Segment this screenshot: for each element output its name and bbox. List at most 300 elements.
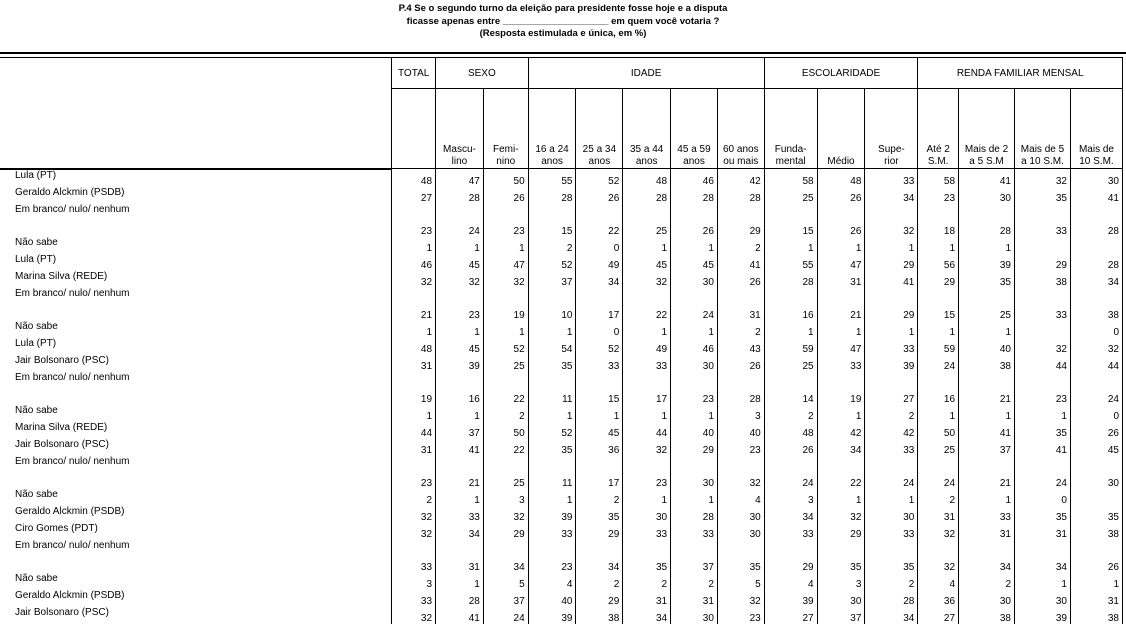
table-cell: 29 [865, 288, 918, 321]
table-cell: 1 [623, 237, 671, 254]
table-cell: 32 [717, 456, 764, 489]
table-cell: 31 [392, 355, 436, 372]
table-cell: 35 [528, 355, 576, 372]
table-cell: 22 [623, 288, 671, 321]
table-row [0, 169, 1123, 187]
table-cell: 45 [436, 254, 484, 271]
table-cell: 33 [623, 523, 671, 540]
crosstab-table [0, 57, 1123, 624]
title-line-1: P.4 Se o segundo turno da eleição para presidente fosse hoje e a disputa [398, 3, 728, 14]
table-cell: 2 [528, 237, 576, 254]
table-cell: 48 [623, 169, 671, 187]
table-cell: 47 [817, 338, 865, 355]
row-label: Lula (PT) [15, 169, 57, 181]
table-cell: 34 [865, 607, 918, 624]
table-cell: 34 [483, 540, 528, 573]
table-cell: 34 [764, 506, 817, 523]
table-cell: 39 [764, 590, 817, 607]
row-label: Em branco/ nulo/ nenhum [15, 287, 130, 299]
table-cell: 28 [764, 271, 817, 288]
table-cell: 33 [1015, 204, 1071, 237]
table-cell: 15 [576, 372, 623, 405]
table-cell: 47 [817, 254, 865, 271]
table-cell: 26 [1070, 422, 1122, 439]
table-cell: 1 [764, 321, 817, 338]
table-cell: 23 [392, 456, 436, 489]
table-cell: 23 [436, 288, 484, 321]
row-label: Geraldo Alckmin (PSDB) [15, 186, 125, 198]
table-cell: 1 [865, 321, 918, 338]
table-cell: 4 [764, 573, 817, 590]
table-cell: 47 [483, 254, 528, 271]
table-cell: 28 [671, 506, 718, 523]
table-cell: 33 [865, 338, 918, 355]
table-cell: 0 [1015, 489, 1071, 506]
subcolumn-header [717, 89, 764, 169]
table-cell: 30 [623, 506, 671, 523]
table-cell: 27 [918, 607, 959, 624]
table-cell: 2 [717, 237, 764, 254]
table-cell: 52 [576, 169, 623, 187]
table-cell: 3 [717, 405, 764, 422]
group-header: RENDA FAMILIAR MENSAL [918, 58, 1123, 89]
table-cell: 21 [436, 456, 484, 489]
table-cell: 23 [483, 204, 528, 237]
table-cell: 49 [623, 338, 671, 355]
table-cell: 17 [576, 456, 623, 489]
table-row [0, 254, 1123, 271]
table-row [0, 540, 1123, 573]
table-row [0, 405, 1123, 422]
table-cell: 30 [717, 506, 764, 523]
subcolumn-label: 16 a 24 anos [535, 144, 569, 167]
table-cell: 1 [817, 237, 865, 254]
row-label: Não sabe [15, 488, 58, 500]
table-cell: 31 [392, 439, 436, 456]
row-label: Em branco/ nulo/ nenhum [15, 203, 130, 215]
table-cell: 26 [671, 204, 718, 237]
subcolumn-label: Mais de 2 a 5 S.M [964, 144, 1009, 167]
table-cell: 31 [918, 506, 959, 523]
table-cell: 23 [1015, 372, 1071, 405]
table-cell: 41 [436, 439, 484, 456]
table-cell: 28 [717, 372, 764, 405]
subcolumn-label: Médio [827, 155, 855, 167]
table-cell: 3 [392, 573, 436, 590]
table-cell: 41 [865, 271, 918, 288]
table-cell: 50 [918, 422, 959, 439]
table-cell: 29 [671, 439, 718, 456]
table-cell: 22 [483, 439, 528, 456]
row-label: Jair Bolsonaro (PSC) [15, 606, 109, 618]
table-cell: 1 [436, 405, 484, 422]
table-cell: 35 [1015, 506, 1071, 523]
table-cell: 15 [764, 204, 817, 237]
table-cell: 48 [392, 169, 436, 187]
row-label: Não sabe [15, 320, 58, 332]
table-cell: 38 [1070, 288, 1122, 321]
table-cell: 26 [483, 187, 528, 204]
table-cell: 31 [623, 590, 671, 607]
table-cell: 1 [959, 321, 1015, 338]
row-label: Em branco/ nulo/ nenhum [15, 539, 130, 551]
table-cell: 39 [436, 355, 484, 372]
subcolumn-label: 35 a 44 anos [629, 144, 664, 167]
table-cell: 29 [817, 523, 865, 540]
title-divider [0, 52, 1126, 54]
subcolumn-label: 25 a 34 anos [582, 144, 617, 167]
table-cell: 1 [623, 405, 671, 422]
table-row [0, 607, 1123, 624]
table-cell: 30 [959, 187, 1015, 204]
subcolumn-label: 45 a 59 anos [677, 144, 711, 167]
table-cell: 1 [1015, 405, 1071, 422]
table-cell: 1 [865, 237, 918, 254]
table-row [0, 187, 1123, 204]
table-cell: 40 [671, 422, 718, 439]
table-cell: 48 [764, 422, 817, 439]
table-cell: 26 [717, 271, 764, 288]
table-cell: 32 [717, 590, 764, 607]
table-cell: 32 [392, 523, 436, 540]
table-cell: 2 [392, 489, 436, 506]
table-cell: 44 [1015, 355, 1071, 372]
subcolumn-label: 60 anos ou mais [722, 144, 759, 167]
table-cell: 55 [528, 169, 576, 187]
table-cell: 0 [576, 321, 623, 338]
table-cell: 1 [436, 321, 484, 338]
table-cell: 30 [671, 456, 718, 489]
table-cell: 1 [764, 237, 817, 254]
table-cell: 11 [528, 456, 576, 489]
group-header: TOTAL [392, 58, 436, 89]
table-cell: 3 [764, 489, 817, 506]
table-cell: 28 [717, 187, 764, 204]
table-row [0, 321, 1123, 338]
table-cell: 44 [392, 422, 436, 439]
row-label: Em branco/ nulo/ nenhum [15, 371, 130, 383]
table-cell: 24 [918, 456, 959, 489]
table-cell: 41 [717, 254, 764, 271]
table-cell: 26 [817, 204, 865, 237]
table-cell: 32 [865, 204, 918, 237]
table-cell: 28 [436, 187, 484, 204]
table-row [0, 506, 1123, 523]
table-cell: 52 [528, 254, 576, 271]
subcolumn-header [865, 89, 918, 169]
subcolumn-header [623, 89, 671, 169]
table-cell: 1 [528, 405, 576, 422]
table-cell: 1 [1015, 573, 1071, 590]
table-cell: 1 [671, 405, 718, 422]
table-cell: 19 [392, 372, 436, 405]
row-label: Geraldo Alckmin (PSDB) [15, 505, 125, 517]
table-cell: 31 [436, 540, 484, 573]
table-cell: 33 [1015, 288, 1071, 321]
table-cell: 46 [671, 169, 718, 187]
table-cell: 25 [483, 456, 528, 489]
table-cell: 31 [817, 271, 865, 288]
table-cell: 45 [623, 254, 671, 271]
table-cell: 32 [1015, 338, 1071, 355]
table-cell: 38 [1070, 607, 1122, 624]
table-cell: 29 [576, 523, 623, 540]
table-cell: 1 [436, 237, 484, 254]
table-cell [1070, 237, 1122, 254]
table-cell: 29 [918, 271, 959, 288]
table-row [0, 439, 1123, 456]
table-cell: 37 [671, 540, 718, 573]
table-cell [1015, 237, 1071, 254]
table-cell: 1 [918, 321, 959, 338]
table-cell: 25 [764, 187, 817, 204]
table-cell: 33 [959, 506, 1015, 523]
table-cell: 33 [817, 355, 865, 372]
table-cell: 24 [483, 607, 528, 624]
table-cell [1070, 489, 1122, 506]
table-cell: 45 [1070, 439, 1122, 456]
table-cell: 15 [528, 204, 576, 237]
subcolumn-label: Mais de 5 a 10 S.M. [1020, 144, 1065, 167]
subcolumn-label: Mais de 10 S.M. [1078, 144, 1114, 167]
row-label: Não sabe [15, 404, 58, 416]
table-cell: 40 [959, 338, 1015, 355]
table-cell: 56 [918, 254, 959, 271]
table-cell: 18 [918, 204, 959, 237]
table-cell: 1 [817, 489, 865, 506]
table-cell: 37 [436, 422, 484, 439]
table-cell: 1 [959, 489, 1015, 506]
table-cell: 30 [671, 607, 718, 624]
table-cell: 40 [528, 590, 576, 607]
row-label: Não sabe [15, 236, 58, 248]
table-cell: 30 [959, 590, 1015, 607]
title-line-2: ficasse apenas entre ____________________ em quem você votaria ? [406, 15, 720, 27]
table-cell: 58 [764, 169, 817, 187]
table-cell: 10 [528, 288, 576, 321]
table-cell: 25 [959, 288, 1015, 321]
table-cell: 35 [865, 540, 918, 573]
table-cell: 54 [528, 338, 576, 355]
table-cell: 2 [865, 405, 918, 422]
table-cell: 21 [392, 288, 436, 321]
table-cell: 42 [817, 422, 865, 439]
table-cell: 38 [576, 607, 623, 624]
table-cell: 52 [576, 338, 623, 355]
table-cell: 34 [1015, 540, 1071, 573]
table-cell: 1 [865, 489, 918, 506]
table-cell: 31 [959, 523, 1015, 540]
table-cell: 1 [392, 237, 436, 254]
table-cell: 25 [483, 355, 528, 372]
table-cell: 32 [623, 271, 671, 288]
table-cell: 17 [623, 372, 671, 405]
table-cell: 26 [764, 439, 817, 456]
table-cell: 27 [392, 187, 436, 204]
table-cell: 31 [717, 288, 764, 321]
table-cell: 29 [483, 523, 528, 540]
subcolumn-label: Supe- rior [878, 144, 905, 167]
table-row [0, 288, 1123, 321]
subcolumn-header [671, 89, 718, 169]
table-cell: 1 [528, 321, 576, 338]
table-cell: 34 [865, 187, 918, 204]
table-cell: 24 [764, 456, 817, 489]
row-label: Não sabe [15, 572, 58, 584]
table-cell: 52 [483, 338, 528, 355]
row-label: Marina Silva (REDE) [15, 421, 108, 433]
table-cell: 32 [918, 540, 959, 573]
table-cell: 39 [959, 254, 1015, 271]
table-cell: 41 [436, 607, 484, 624]
subcolumn-header [1070, 89, 1122, 169]
table-cell: 41 [959, 169, 1015, 187]
table-cell: 26 [1070, 540, 1122, 573]
table-cell: 36 [918, 590, 959, 607]
table-cell: 48 [392, 338, 436, 355]
table-cell: 1 [576, 405, 623, 422]
table-cell: 1 [436, 489, 484, 506]
table-cell: 33 [623, 355, 671, 372]
table-cell: 1 [817, 321, 865, 338]
table-cell: 24 [865, 456, 918, 489]
table-cell: 32 [1070, 338, 1122, 355]
table-cell: 5 [717, 573, 764, 590]
table-cell: 32 [1015, 169, 1071, 187]
table-cell [1015, 321, 1071, 338]
table-cell: 41 [959, 422, 1015, 439]
row-label: Jair Bolsonaro (PSC) [15, 438, 109, 450]
table-cell: 24 [918, 355, 959, 372]
table-cell: 59 [764, 338, 817, 355]
stub-subheader [0, 89, 392, 169]
table-cell: 21 [959, 456, 1015, 489]
table-cell: 1 [671, 321, 718, 338]
table-cell: 42 [717, 169, 764, 187]
table-cell: 21 [959, 372, 1015, 405]
table-cell: 1 [392, 405, 436, 422]
table-cell: 2 [918, 489, 959, 506]
table-cell: 16 [436, 372, 484, 405]
table-cell: 59 [918, 338, 959, 355]
row-label: Geraldo Alckmin (PSDB) [15, 589, 125, 601]
table-cell: 40 [717, 422, 764, 439]
table-cell: 1 [817, 405, 865, 422]
table-cell: 35 [717, 540, 764, 573]
table-cell: 30 [817, 590, 865, 607]
table-cell: 28 [671, 187, 718, 204]
table-cell: 32 [436, 271, 484, 288]
table-cell: 26 [576, 187, 623, 204]
table-cell: 25 [764, 355, 817, 372]
table-cell: 2 [483, 405, 528, 422]
table-cell: 35 [1015, 187, 1071, 204]
table-cell: 33 [764, 523, 817, 540]
table-cell: 33 [528, 523, 576, 540]
table-cell: 33 [865, 169, 918, 187]
subcolumn-header [576, 89, 623, 169]
table-cell: 14 [764, 372, 817, 405]
table-cell: 30 [717, 523, 764, 540]
table-cell: 47 [436, 169, 484, 187]
table-cell: 29 [865, 254, 918, 271]
table-cell: 30 [671, 355, 718, 372]
table-cell: 1 [959, 405, 1015, 422]
table-cell: 0 [1070, 321, 1122, 338]
subcolumn-header [817, 89, 865, 169]
table-cell: 45 [671, 254, 718, 271]
table-row [0, 590, 1123, 607]
table-cell: 23 [918, 187, 959, 204]
table-cell: 26 [817, 187, 865, 204]
table-cell: 1 [528, 489, 576, 506]
table-cell: 31 [671, 590, 718, 607]
table-cell: 52 [528, 422, 576, 439]
table-cell: 42 [865, 422, 918, 439]
table-row [0, 271, 1123, 288]
subcolumn-label: Fundа- mental [774, 144, 807, 167]
table-cell: 29 [717, 204, 764, 237]
table-cell: 33 [865, 439, 918, 456]
table-cell: 44 [623, 422, 671, 439]
title-line-3: (Resposta estimulada e única, em %) [479, 28, 647, 39]
table-title [0, 3, 1126, 41]
table-cell: 1 [918, 405, 959, 422]
subcolumn-header [436, 89, 484, 169]
table-cell: 28 [959, 204, 1015, 237]
table-cell: 32 [817, 506, 865, 523]
table-row [0, 338, 1123, 355]
table-cell: 1 [436, 573, 484, 590]
table-cell: 21 [817, 288, 865, 321]
table-cell: 32 [623, 439, 671, 456]
table-cell: 31 [1015, 523, 1071, 540]
table-cell: 23 [671, 372, 718, 405]
row-label: Jair Bolsonaro (PSC) [15, 354, 109, 366]
table-cell: 2 [764, 405, 817, 422]
table-cell: 37 [483, 590, 528, 607]
table-row [0, 523, 1123, 540]
table-cell: 2 [623, 573, 671, 590]
table-cell: 37 [528, 271, 576, 288]
table-cell: 16 [918, 372, 959, 405]
table-cell: 32 [392, 506, 436, 523]
table-cell: 23 [392, 204, 436, 237]
table-cell: 35 [623, 540, 671, 573]
table-cell: 33 [671, 523, 718, 540]
table-cell: 17 [576, 288, 623, 321]
table-cell: 35 [1015, 422, 1071, 439]
subcolumn-header [959, 89, 1015, 169]
table-cell: 39 [865, 355, 918, 372]
table-cell: 48 [817, 169, 865, 187]
table-cell: 35 [528, 439, 576, 456]
table-cell: 28 [1070, 254, 1122, 271]
table-cell: 30 [1070, 456, 1122, 489]
group-header: ESCOLARIDADE [764, 58, 918, 89]
table-cell: 38 [1015, 271, 1071, 288]
table-cell: 0 [1070, 405, 1122, 422]
table-cell: 2 [576, 489, 623, 506]
table-cell: 46 [671, 338, 718, 355]
table-cell: 23 [528, 540, 576, 573]
table-cell: 1 [671, 237, 718, 254]
table-cell: 46 [392, 254, 436, 271]
table-cell: 28 [865, 590, 918, 607]
table-cell: 36 [576, 439, 623, 456]
table-cell: 32 [392, 607, 436, 624]
table-cell: 32 [918, 523, 959, 540]
